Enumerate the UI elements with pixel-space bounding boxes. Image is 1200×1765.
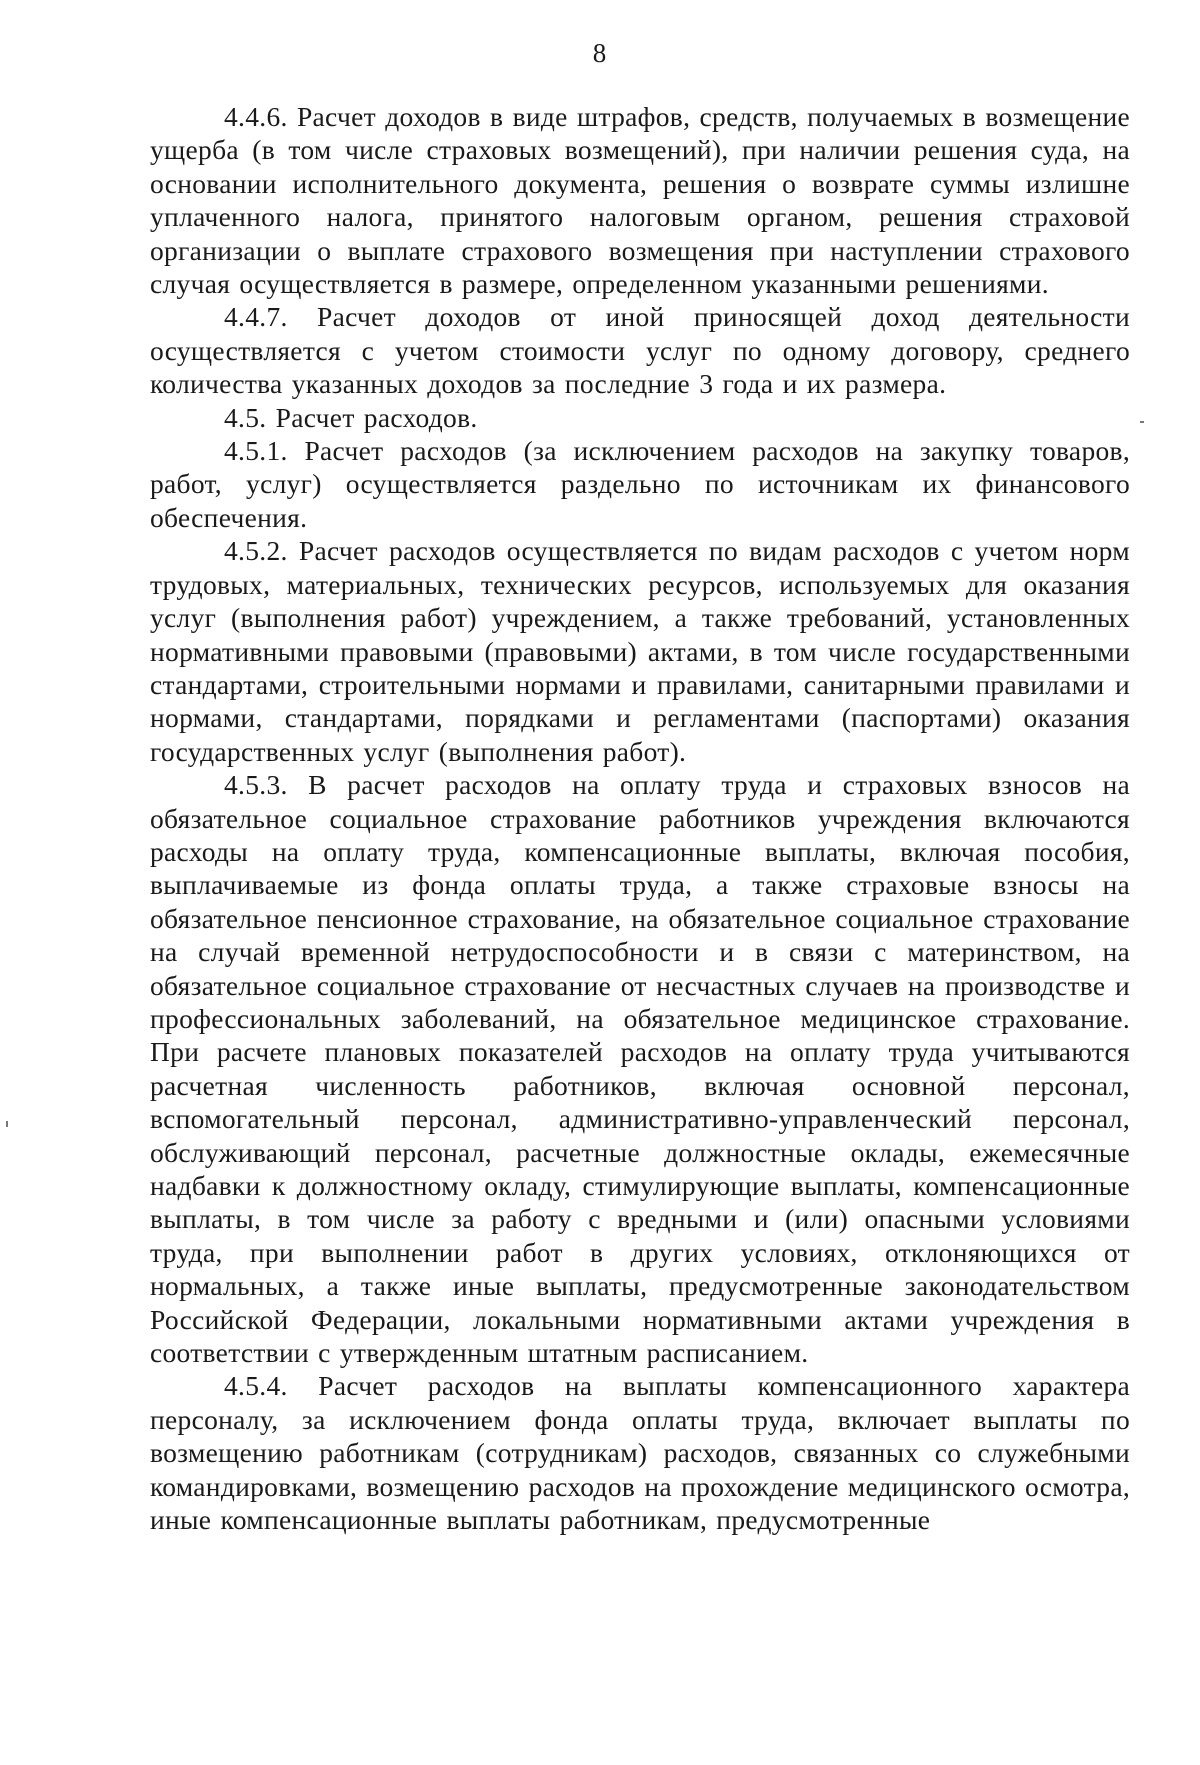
paragraph-4-5-3: 4.5.3. В расчет расходов на оплату труда и страховых взносов на обязательное социальное страхование работников учреждения включаются расходы на оплату труда, компенсационные выплаты, включая пособия, выплачиваемые из фонда оплаты труда, а также страховые взносы на обязательное пенсионное страхование, на обязательное социальное страхование на случай временной нетрудоспособности и в связи с материнством, на обязательное социальное страхование от несчастных случаев на производстве и профессиональных заболеваний, на обязательное медицинское страхование. При расчете плановых показателей расходов на оплату труда учитываются расчетная численность работников, включая основной персонал, вспомогательный персонал, административно-управленческий персонал, обслуживающий персонал, расчетные должностные оклады, ежемесячные надбавки к должностному окладу, стимулирующие выплаты, компенсационные выплаты, в том числе за работу с вредными и (или) опасными условиями труда, при выполнении работ в других условиях, отклоняющихся от нормальных, а также иные выплаты, предусмотренные законодательством Российской Федерации, локальными нормативными актами учреждения в соответствии с утвержденным штатным расписанием. xyxy=(150,769,1130,1369)
scan-speck xyxy=(1140,421,1144,423)
paragraph-4-5-4: 4.5.4. Расчет расходов на выплаты компенсационного характера персоналу, за исключением фонда оплаты труда, включает выплаты по возмещению работникам (сотрудникам) расходов, связанных со служебными командировками, возмещению расходов на прохождение медицинского осмотра, иные компенсационные выплаты работникам, предусмотренные xyxy=(150,1370,1130,1536)
paragraph-4-5: 4.5. Расчет расходов. xyxy=(224,401,478,433)
paragraph-4-5-2: 4.5.2. Расчет расходов осуществляется по видам расходов с учетом норм трудовых, материальных, технических ресурсов, используемых для оказания услуг (выполнения работ) учреждением, а также требований, установленных нормативными правовыми (правовыми) актами, в том числе государственными стандартами, строительными нормами и правилами, санитарными правилами и нормами, стандартами, порядками и регламентами (паспортами) оказания государственных услуг (выполнения работ). xyxy=(150,535,1130,767)
paragraph-4-4-7: 4.4.7. Расчет доходов от иной приносящей доход деятельности осуществляется с учетом стоимости услуг по одному договору, среднего количества указанных доходов за последние 3 года и их размера. xyxy=(150,301,1130,400)
paragraph-4-4-6: 4.4.6. Расчет доходов в виде штрафов, средств, получаемых в возмещение ущерба (в том числе страховых возмещений), при наличии решения суда, на основании исполнительного документа, решения о возврате суммы излишне уплаченного налога, принятого налоговым органом, решения страховой организации о выплате страхового возмещения при наступлении страхового случая осуществляется в размере, определенном указанными решениями. xyxy=(150,101,1130,300)
scan-speck xyxy=(6,1121,8,1127)
document-body xyxy=(150,100,1130,1536)
page-number: 8 xyxy=(592,38,608,68)
paragraph-4-5-1: 4.5.1. Расчет расходов (за исключением расходов на закупку товаров, работ, услуг) осуществляется раздельно по источникам их финансового обеспечения. xyxy=(150,435,1130,533)
